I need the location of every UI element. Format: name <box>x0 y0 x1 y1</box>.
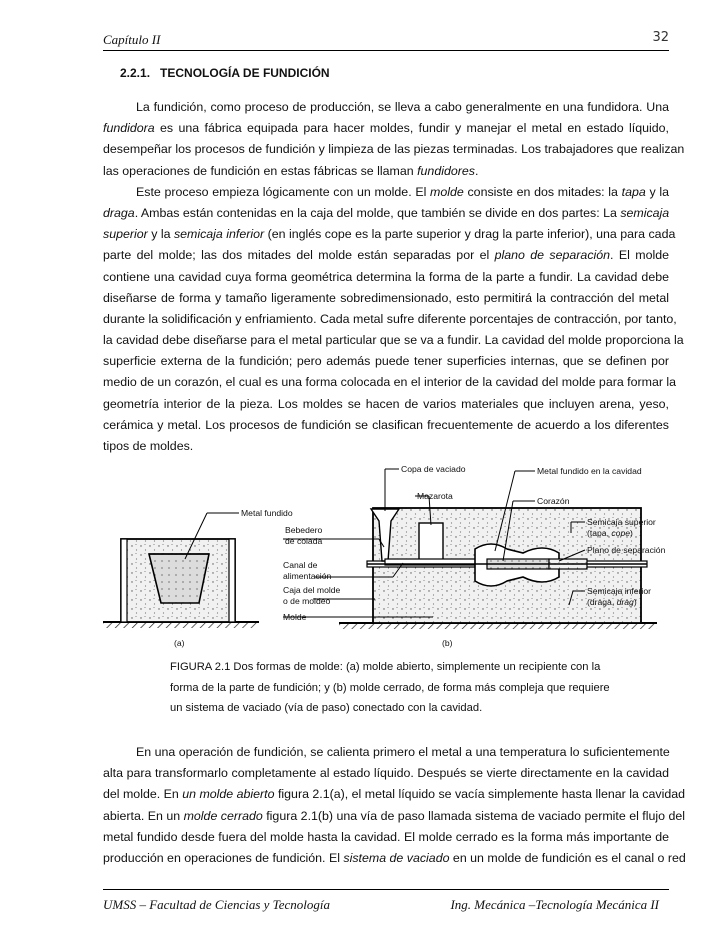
section-heading <box>120 66 330 80</box>
text-line: La fundición, como proceso de producción, se lleva a cabo generalmente en una fundidora. Una <box>136 100 669 114</box>
text-line: las operaciones de fundición en estas fábricas se llaman fundidores. <box>103 163 479 178</box>
figure-caption <box>170 657 610 719</box>
figure-molds <box>103 453 669 653</box>
text-line: del molde. En un molde abierto figura 2.1(a), el metal líquido se vacía simplemente hasta llenar la cavidad <box>103 787 686 802</box>
caption-line: un sistema de vaciado (vía de paso) conectado con la cavidad. <box>170 702 483 714</box>
label-mazarota: Mazarota <box>417 491 453 501</box>
section-title: TECNOLOGÍA DE FUNDICIÓN <box>160 66 330 80</box>
label-plano: Plano de separación <box>587 545 666 555</box>
text-line: la cavidad debe diseñarse para el metal particular que se va a fundir. La cavidad del molde proporciona la <box>103 333 684 348</box>
footer-right: Ing. Mecánica –Tecnología Mecánica II <box>450 897 659 912</box>
label-bebedero: Bebedero <box>285 525 323 535</box>
text-line: geometría interior de la pieza. Los moldes se hacen de varios materiales que incluyen arena, yeso, <box>103 396 669 411</box>
caption-line: forma de la parte de fundición; y (b) molde cerrado, de forma más compleja que requiere <box>170 681 610 694</box>
label-metal-fundido: Metal fundido <box>241 508 293 518</box>
text-line: medio de un corazón, el cual es una forma colocada en el interior de la cavidad del molde para formar la <box>103 375 677 390</box>
text-line: producción en operaciones de fundición. El sistema de vaciado en un molde de fundición es el canal o red <box>103 850 686 865</box>
text-line: superficie externa de la fundición; pero además puede tener superficies internas, que se definen por <box>103 354 669 369</box>
section-number: 2.2.1. <box>120 66 151 80</box>
label-molde: Molde <box>283 612 307 622</box>
text-line: superior y la semicaja inferior (en inglés cope es la parte superior y drag la parte inferior), una para cada <box>103 227 676 242</box>
text-line: contiene una cavidad cuya forma geométrica determina la forma de la parte a fundir. La cavidad debe <box>103 269 669 284</box>
label-caja: Caja del molde <box>283 585 341 595</box>
label-corazon: Corazón <box>537 496 570 506</box>
label-copa: Copa de vaciado <box>401 464 466 474</box>
label-caja-2: o de moldeo <box>283 596 331 606</box>
text-line: draga. Ambas están contenidas en la caja del molde, que también se divide en dos partes: La semicaja <box>103 205 670 220</box>
paragraph-intro <box>103 97 685 457</box>
label-b: (b) <box>442 638 453 648</box>
text-line: diseñarse de forma y tamaño ligeramente sobredimensionado, esto permitirá la contracción del metal <box>103 290 669 305</box>
paragraph-process <box>103 742 686 869</box>
page-header <box>103 30 669 51</box>
label-metal-cavidad: Metal fundido en la cavidad <box>537 466 642 476</box>
label-canal: Canal de <box>283 560 318 570</box>
label-canal-2: alimentación <box>283 571 332 581</box>
text-line: abierta. En un molde cerrado figura 2.1(b) una vía de paso llamada sistema de vaciado permite el flujo del <box>103 808 686 823</box>
text-line: tipos de moldes. <box>103 439 194 453</box>
text-line: parte del molde; las dos mitades del molde están separadas por el plano de separación. El molde <box>103 248 669 263</box>
text-line: metal fundido desde fuera del molde hasta la cavidad. El molde cerrado es la forma más importante de <box>103 829 669 844</box>
label-draga-drag: (draga, drag) <box>587 597 637 607</box>
text-line: Este proceso empieza lógicamente con un molde. El molde consiste en dos mitades: la tapa y la <box>136 184 670 199</box>
text-line: alta para transformarlo completamente al estado líquido. Después se vierte directamente en la cavidad <box>103 766 669 781</box>
label-semicaja-inf: Semicaja inferior <box>587 586 651 596</box>
chapter-label: Capítulo II <box>103 32 161 47</box>
footer-left: UMSS – Facultad de Ciencias y Tecnología <box>103 897 330 912</box>
text-line: desempeñar los procesos de fundición y limpieza de las piezas terminadas. Los trabajadores que realizan <box>103 142 685 157</box>
open-mold <box>103 539 259 628</box>
caption-line: FIGURA 2.1 Dos formas de molde: (a) molde abierto, simplemente un recipiente con la <box>170 661 601 673</box>
mold-diagram <box>103 453 669 653</box>
text-line: fundidora es una fábrica equipada para hacer moldes, fundir y manejar el metal en estado líquido, <box>103 121 669 136</box>
label-tapa-cope: (tapa, cope) <box>587 528 633 538</box>
label-semicaja-sup: Semicaja superior <box>587 517 656 527</box>
text-line: durante la solidificación y enfriamiento. Cada metal sufre diferente porcentajes de contracción, por tanto, <box>103 311 677 326</box>
label-bebedero-2: de colada <box>285 536 323 546</box>
page-footer <box>103 889 669 913</box>
label-a: (a) <box>174 638 185 648</box>
page-number: 32 <box>652 30 669 45</box>
text-line: En una operación de fundición, se calienta primero el metal a una temperatura lo suficientemente <box>136 745 670 759</box>
text-line: cerámica y metal. Los procesos de fundición se clasifican frecuentemente de acuerdo a los diferentes <box>103 417 669 432</box>
